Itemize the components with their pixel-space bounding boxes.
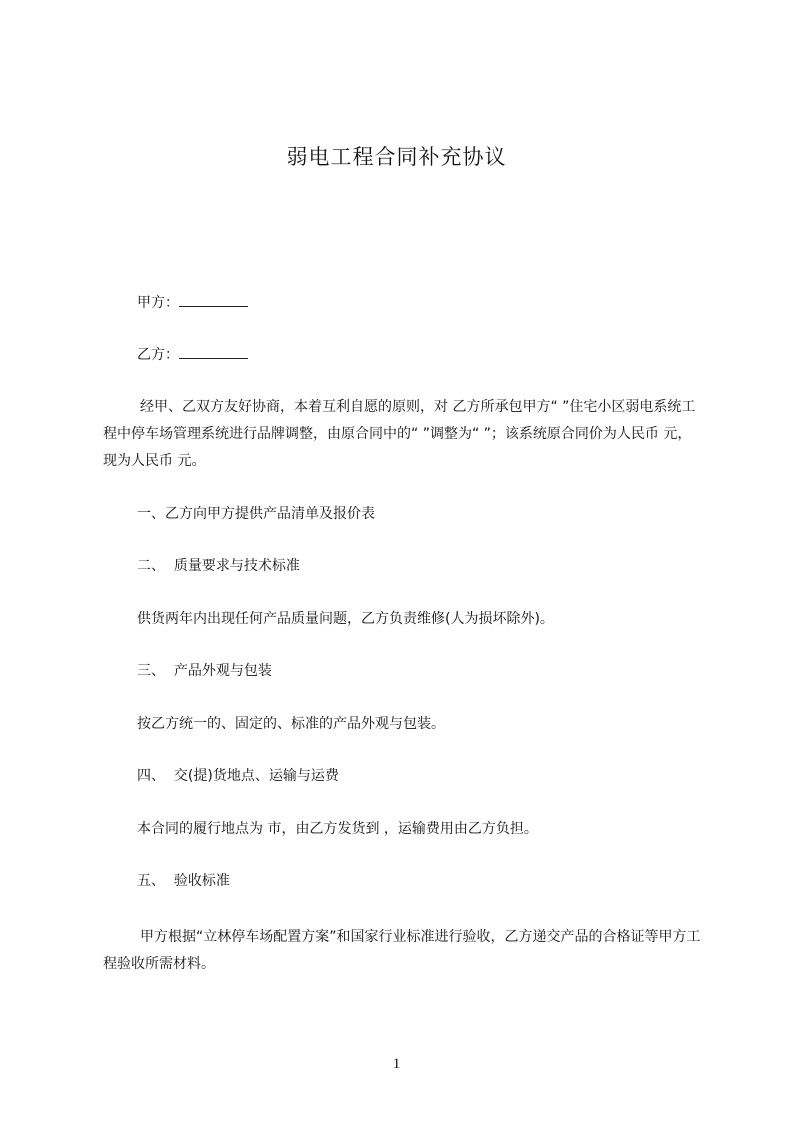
document-title: 弱电工程合同补充协议 (286, 145, 507, 169)
party-a-blank (179, 292, 248, 307)
party-a-label: 甲方： (137, 295, 179, 311)
section-2-body: 供货两年内出现任何产品质量问题，乙方负责维修(人为损坏除外)。 (137, 611, 554, 627)
party-b-label: 乙方： (137, 347, 179, 363)
section-3-heading: 三、 产品外观与包装 (137, 663, 272, 679)
section-5-heading: 五、 验收标准 (137, 873, 230, 889)
page-number: 1 (392, 1056, 401, 1072)
intro-paragraph: 经甲、乙双方友好协商，本着互利自愿的原则，对 乙方所承包甲方“ ”住宅小区弱电系统工程中停车场管理系统进行品牌调整，由原合同中的“ ”调整为“ ”；该系统原合同价为人民币 元，现为人民币 元。 (103, 399, 696, 469)
section-5-body: 甲方根据“立林停车场配置方案”和国家行业标准进行验收，乙方递交产品的合格证等甲方工程验收所需材料。 (103, 929, 701, 972)
section-1-heading: 一、乙方向甲方提供产品清单及报价表 (137, 506, 375, 522)
party-b-line (137, 344, 248, 365)
section-4-heading: 四、 交(提)货地点、运输与运费 (137, 768, 339, 784)
section-2-heading: 二、 质量要求与技术标准 (137, 558, 300, 574)
party-b-blank (179, 344, 248, 359)
party-a-line (137, 292, 248, 313)
section-4-body: 本合同的履行地点为 市，由乙方发货到 ，运输费用由乙方负担。 (137, 821, 538, 837)
section-3-body: 按乙方统一的、固定的、标准的产品外观与包装。 (137, 716, 445, 732)
